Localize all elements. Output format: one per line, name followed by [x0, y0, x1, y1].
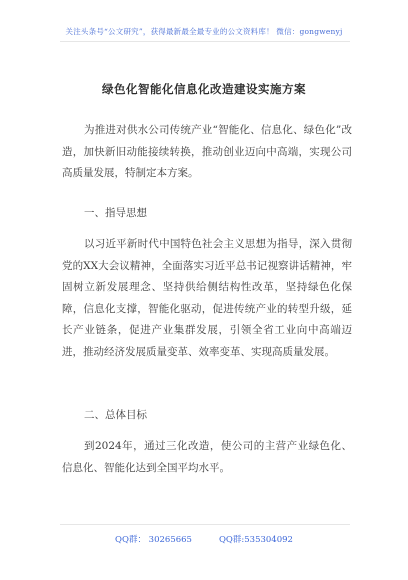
document-title: 绿色化智能化信息化改造建设实施方案	[102, 82, 306, 96]
footer-divider	[60, 524, 350, 525]
section-heading-overall-goal: 二、总体目标	[84, 409, 147, 421]
intro-paragraph: 为推进对供水公司传统产业“智能化、信息化、绿色化”改造，加快新旧动能接续转换，推动创业迈向中高端，实现公司高质量发展，特制定本方案。	[62, 124, 352, 179]
header-divider	[60, 41, 350, 42]
guiding-ideology-paragraph: 以习近平新时代中国特色社会主义思想为指导，深入贯彻党的XX大会议精神，全面落实习近平总书记视察讲话精神，牢固树立新发展理念、坚持供给侧结构性改革，坚持绿色化保障，信息化支撑，智能化驱动，促进传统产业的转型升级，延长产业链条，促进产业集群发展，引领全省工业向中高端迈进，推动经济发展质量变革、效率变革、实现高质量发展。	[62, 238, 352, 358]
header-banner: 关注头条号“公文研究”，获得最新最全最专业的公文资料库！ 微信：gongwenyj	[65, 27, 343, 36]
overall-goal-paragraph: 到2024年，通过三化改造，使公司的主营产业绿色化、信息化、智能化达到全国平均水平。	[62, 440, 352, 474]
section-heading-guiding-ideology: 一、指导思想	[84, 207, 147, 219]
footer-contact: QQ群： 30265665 QQ群:535304092	[115, 535, 293, 545]
